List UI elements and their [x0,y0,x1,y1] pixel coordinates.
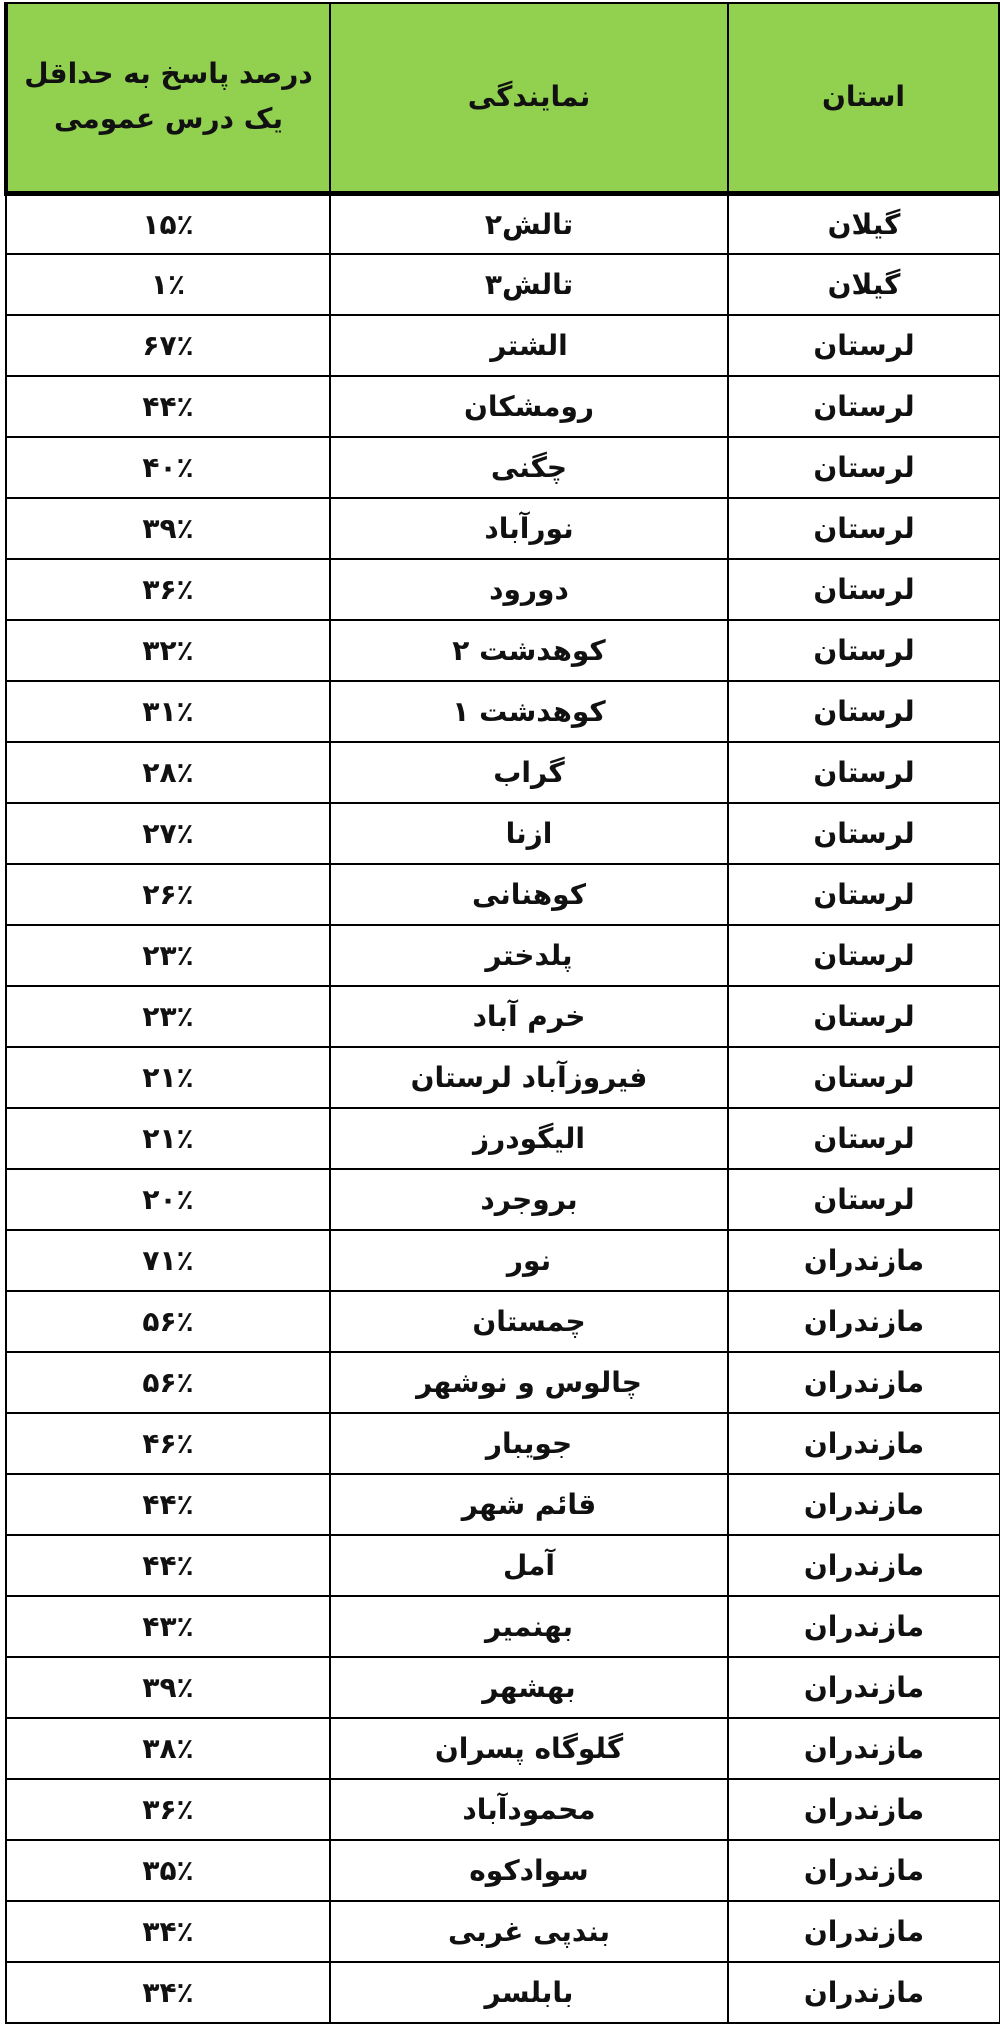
percent-cell: ۳۶٪ [6,1779,330,1840]
percent-cell: ۳۸٪ [6,1718,330,1779]
table-header [6,3,1000,193]
percent-cell: ۲۶٪ [6,864,330,925]
district-cell: الشتر [330,315,728,376]
table-body [6,193,1000,2023]
table-row [6,498,1000,559]
district-cell: تالش۳ [330,254,728,315]
district-cell: فیروزآباد لرستان [330,1047,728,1108]
province-cell: مازندران [728,1718,1000,1779]
province-cell: مازندران [728,1474,1000,1535]
table-row [6,559,1000,620]
percent-cell: ۳۱٪ [6,681,330,742]
percent-cell: ۴۴٪ [6,1535,330,1596]
percent-cell: ۲۸٪ [6,742,330,803]
province-cell: مازندران [728,1901,1000,1962]
district-cell: بروجرد [330,1169,728,1230]
table-row [6,803,1000,864]
province-cell: مازندران [728,1779,1000,1840]
district-cell: نورآباد [330,498,728,559]
district-cell: کوهدشت ۲ [330,620,728,681]
percent-cell: ۲۱٪ [6,1047,330,1108]
table-row [6,254,1000,315]
table-row [6,376,1000,437]
district-cell: گراب [330,742,728,803]
province-cell: گیلان [728,254,1000,315]
percent-cell: ۳۲٪ [6,620,330,681]
table-row [6,437,1000,498]
district-cell: گلوگاه پسران [330,1718,728,1779]
table-row [6,1901,1000,1962]
district-cell: تالش۲ [330,193,728,254]
percent-cell: ۴۴٪ [6,376,330,437]
district-cell: دورود [330,559,728,620]
province-cell: مازندران [728,1413,1000,1474]
percent-cell: ۳۹٪ [6,498,330,559]
province-cell: مازندران [728,1596,1000,1657]
percent-cell: ۵۶٪ [6,1352,330,1413]
header-district: نمایندگی [330,3,728,193]
district-cell: جویبار [330,1413,728,1474]
header-percent: درصد پاسخ به حداقل یک درس عمومی [6,3,330,193]
percent-cell: ۷۱٪ [6,1230,330,1291]
province-cell: گیلان [728,193,1000,254]
table-row [6,1291,1000,1352]
percent-cell: ۵۶٪ [6,1291,330,1352]
district-cell: محمودآباد [330,1779,728,1840]
table-row [6,1962,1000,2023]
table-row [6,681,1000,742]
district-cell: آمل [330,1535,728,1596]
district-cell: خرم آباد [330,986,728,1047]
table-row [6,1108,1000,1169]
response-rate-table [4,2,1000,2024]
district-cell: نور [330,1230,728,1291]
table-row [6,864,1000,925]
percent-cell: ۲۷٪ [6,803,330,864]
table-row [6,315,1000,376]
district-cell: بهنمیر [330,1596,728,1657]
district-cell: بندپی غربی [330,1901,728,1962]
province-cell: لرستان [728,864,1000,925]
table-row [6,1840,1000,1901]
province-cell: مازندران [728,1291,1000,1352]
district-cell: کوهدشت ۱ [330,681,728,742]
table-row [6,1047,1000,1108]
table-row [6,1718,1000,1779]
table-row [6,1779,1000,1840]
province-cell: لرستان [728,498,1000,559]
district-cell: چگنی [330,437,728,498]
header-province: استان [728,3,1000,193]
table-row [6,925,1000,986]
table-row [6,1657,1000,1718]
percent-cell: ۳۹٪ [6,1657,330,1718]
table-row [6,742,1000,803]
province-cell: مازندران [728,1535,1000,1596]
district-cell: الیگودرز [330,1108,728,1169]
district-cell: سوادکوه [330,1840,728,1901]
district-cell: پلدختر [330,925,728,986]
table-row [6,193,1000,254]
district-cell: کوهنانی [330,864,728,925]
province-cell: لرستان [728,742,1000,803]
province-cell: لرستان [728,986,1000,1047]
province-cell: لرستان [728,1047,1000,1108]
percent-cell: ۴۳٪ [6,1596,330,1657]
percent-cell: ۱۵٪ [6,193,330,254]
district-cell: ازنا [330,803,728,864]
percent-cell: ۱٪ [6,254,330,315]
province-cell: لرستان [728,620,1000,681]
province-cell: مازندران [728,1352,1000,1413]
percent-cell: ۴۰٪ [6,437,330,498]
percent-cell: ۲۱٪ [6,1108,330,1169]
table-row [6,1474,1000,1535]
percent-cell: ۲۳٪ [6,925,330,986]
table-row [6,1413,1000,1474]
table-row [6,1169,1000,1230]
district-cell: چمستان [330,1291,728,1352]
percent-cell: ۴۶٪ [6,1413,330,1474]
province-cell: لرستان [728,1108,1000,1169]
province-cell: مازندران [728,1840,1000,1901]
district-cell: بهشهر [330,1657,728,1718]
percent-cell: ۴۴٪ [6,1474,330,1535]
table-row [6,1352,1000,1413]
percent-cell: ۲۳٪ [6,986,330,1047]
province-cell: لرستان [728,681,1000,742]
table-row [6,1535,1000,1596]
header-row [6,3,1000,193]
percent-cell: ۳۶٪ [6,559,330,620]
percent-cell: ۶۷٪ [6,315,330,376]
province-cell: لرستان [728,925,1000,986]
table-row [6,1596,1000,1657]
province-cell: مازندران [728,1962,1000,2023]
table-row [6,1230,1000,1291]
district-cell: رومشکان [330,376,728,437]
district-cell: قائم شهر [330,1474,728,1535]
percent-cell: ۲۰٪ [6,1169,330,1230]
district-cell: بابلسر [330,1962,728,2023]
percent-cell: ۳۵٪ [6,1840,330,1901]
province-cell: مازندران [728,1230,1000,1291]
percent-cell: ۳۴٪ [6,1962,330,2023]
province-cell: لرستان [728,376,1000,437]
province-cell: لرستان [728,803,1000,864]
table-row [6,620,1000,681]
province-cell: لرستان [728,559,1000,620]
province-cell: لرستان [728,1169,1000,1230]
province-cell: لرستان [728,437,1000,498]
percent-cell: ۳۴٪ [6,1901,330,1962]
province-cell: لرستان [728,315,1000,376]
district-cell: چالوس و نوشهر [330,1352,728,1413]
province-cell: مازندران [728,1657,1000,1718]
table-row [6,986,1000,1047]
